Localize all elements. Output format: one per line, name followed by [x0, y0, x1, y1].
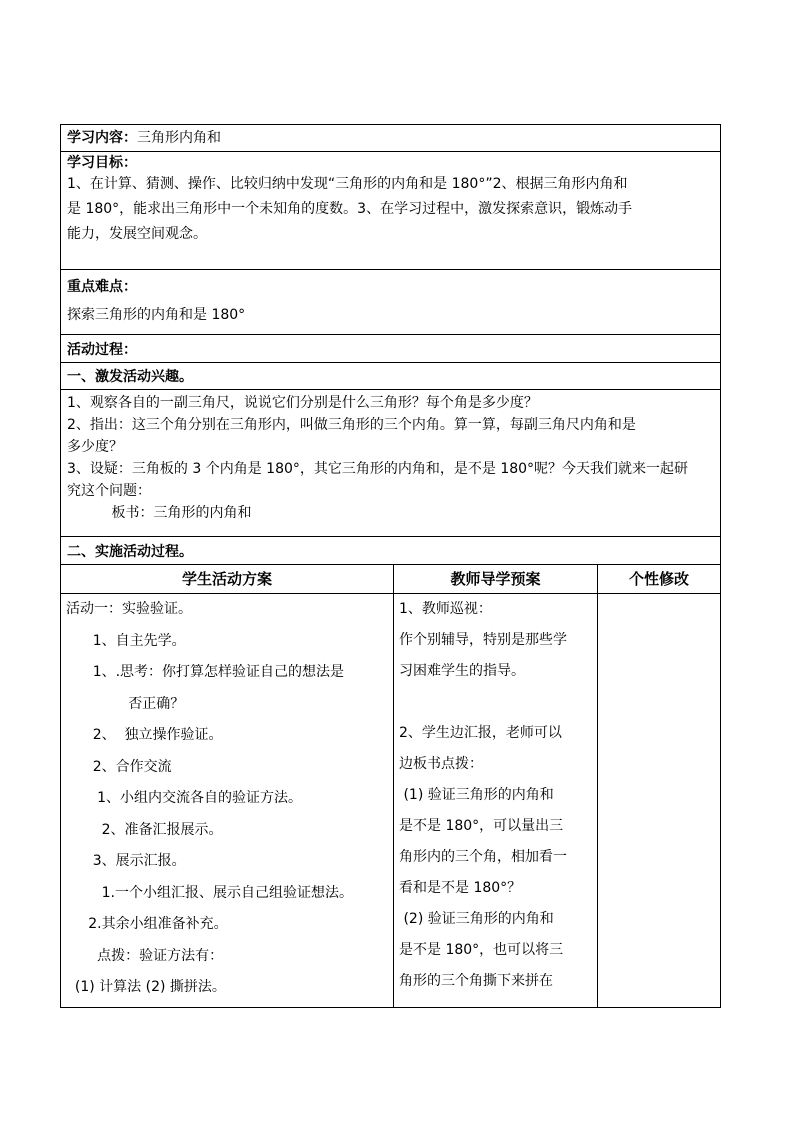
content-row [61, 125, 720, 152]
student-line: 1、小组内交流各自的验证方法。 [66, 790, 303, 806]
goal-text [67, 172, 714, 247]
content-label: 学习内容： [67, 130, 137, 146]
student-header: 学生活动方案 [61, 565, 393, 594]
section1-line: 1、观察各自的一副三角尺，说说它们分别是什么三角形？每个角是多少度？ [67, 395, 538, 411]
goal-row [61, 152, 720, 270]
section1-body [61, 390, 720, 537]
section1-title-row [61, 363, 720, 390]
student-line: 否正确？ [66, 695, 185, 712]
teacher-line: 作个别辅导，特别是那些学 [399, 632, 567, 648]
student-line: 点拨：验证方法有： [66, 947, 224, 964]
student-column [61, 565, 394, 1007]
student-line: 活动一：实验验证。 [66, 601, 192, 617]
key-label: 重点难点： [67, 279, 137, 295]
teacher-line: 是不是 180°，可以量出三 [399, 818, 564, 834]
process-row [61, 335, 720, 363]
student-line: 1、.思考：你打算怎样验证自己的想法是 [66, 664, 345, 680]
teacher-line: 看和是不是 180°？ [399, 880, 522, 896]
process-label: 活动过程： [67, 342, 137, 358]
teacher-line: 角形的三个角撕下来拼在 [399, 973, 553, 989]
teacher-line: 1、教师巡视： [399, 601, 492, 617]
section1-line: 板书：三角形的内角和 [67, 505, 252, 521]
key-text: 探索三角形的内角和是 180° [67, 307, 246, 323]
goal-line: 1、在计算、猜测、操作、比较归纳中发现“三角形的内角和是 180°”2、根据三角形内角和 [67, 176, 628, 192]
student-line: 2、准备汇报展示。 [66, 821, 223, 838]
teacher-plan [394, 594, 597, 997]
student-line: (1) 计算法 (2) 撕拼法。 [66, 979, 226, 995]
section2-title-row [61, 537, 720, 565]
student-line: 1.一个小组汇报、展示自己组验证想法。 [66, 884, 353, 901]
student-line: 2、合作交流 [66, 758, 172, 775]
section1-line: 多少度？ [67, 439, 123, 455]
goal-line: 能力，发展空间观念。 [67, 226, 207, 242]
section1-title: 一、激发活动兴趣。 [67, 369, 193, 385]
personal-header: 个性修改 [598, 565, 720, 594]
student-line: 1、自主先学。 [66, 632, 186, 649]
teacher-header: 教师导学预案 [394, 565, 597, 594]
teacher-line: (2) 验证三角形的内角和 [399, 911, 554, 927]
teacher-line: 边板书点拨： [399, 756, 483, 772]
teacher-line: 是不是 180°，也可以将三 [399, 942, 564, 958]
section1-line: 3、设疑：三角板的 3 个内角是 180°，其它三角形的内角和，是不是 180°呢？今天我们就来一起研 [67, 461, 689, 477]
student-line: 2、 独立操作验证。 [66, 727, 223, 743]
section2-title: 二、实施活动过程。 [67, 544, 193, 560]
teacher-line: (1) 验证三角形的内角和 [399, 787, 554, 803]
personal-column [598, 565, 720, 1007]
teacher-line: 角形内的三个角，相加看一 [399, 849, 567, 865]
lesson-plan-table [60, 124, 721, 1008]
teacher-line [399, 687, 592, 718]
content-value: 三角形内角和 [137, 130, 221, 146]
student-line: 3、展示汇报。 [66, 853, 186, 869]
goal-line: 是 180°，能求出三角形中一个未知角的度数。3、在学习过程中，激发探索意识，锻炼动手 [67, 201, 633, 217]
section1-line: 2、指出：这三个角分别在三角形内，叫做三角形的三个内角。算一算，每副三角尺内角和是 [67, 417, 636, 433]
student-plan [61, 594, 393, 1004]
goal-label: 学习目标： [67, 155, 137, 171]
key-row [61, 270, 720, 335]
teacher-line: 习困难学生的指导。 [399, 663, 525, 679]
teacher-line: 2、学生边汇报，老师可以 [399, 725, 562, 741]
student-line: 2.其余小组准备补充。 [66, 916, 228, 932]
section1-line: 究这个问题： [67, 483, 151, 499]
teacher-column [394, 565, 598, 1007]
activity-grid [61, 565, 720, 1007]
